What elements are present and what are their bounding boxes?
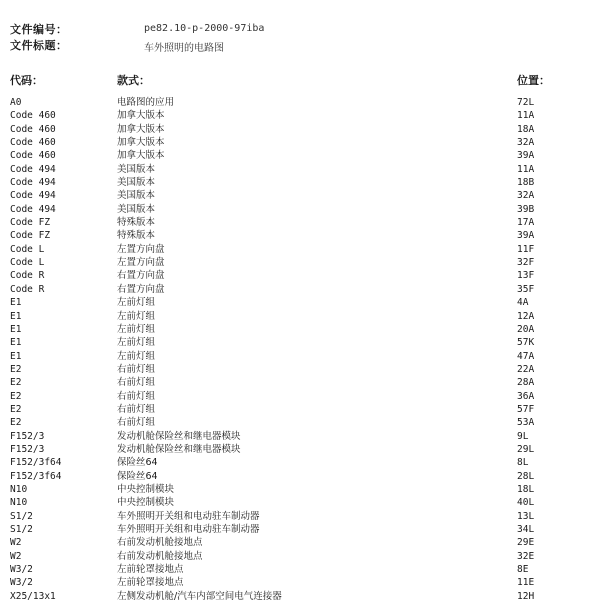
row-position: 29E bbox=[517, 537, 535, 549]
list-item bbox=[0, 109, 600, 122]
list-item bbox=[0, 96, 600, 109]
row-type: 左置方向盘 bbox=[117, 243, 165, 255]
row-type: 美国版本 bbox=[117, 190, 156, 202]
row-position: 34L bbox=[517, 524, 535, 535]
row-position: 11E bbox=[517, 577, 535, 589]
doc-title-label: 文件标题： bbox=[10, 39, 68, 52]
row-type: 右前灯组 bbox=[117, 363, 156, 375]
doc-title-value: 车外照明的电路图 bbox=[144, 43, 224, 54]
row-position: 39A bbox=[517, 230, 535, 242]
row-type: 发动机舱保险丝和继电器模块 bbox=[117, 443, 241, 455]
row-code: E2 bbox=[10, 403, 22, 415]
list-item bbox=[0, 456, 600, 469]
row-code: Code 494 bbox=[10, 163, 56, 175]
row-position: 12H bbox=[517, 590, 535, 602]
list-item bbox=[0, 283, 600, 296]
list-item bbox=[0, 256, 600, 269]
list-item bbox=[0, 483, 600, 496]
row-code: Code R bbox=[10, 270, 45, 282]
list-item bbox=[0, 523, 600, 536]
row-position: 28L bbox=[517, 470, 535, 482]
row-code: F152/3f64 bbox=[10, 470, 62, 482]
list-item bbox=[0, 510, 600, 523]
row-position: 28A bbox=[517, 377, 535, 389]
row-type: 左前灯组 bbox=[117, 297, 156, 309]
list-item bbox=[0, 430, 600, 443]
row-code: Code L bbox=[10, 243, 45, 255]
row-code: A0 bbox=[10, 97, 22, 108]
row-position: 12A bbox=[517, 310, 535, 322]
list-item bbox=[0, 243, 600, 256]
row-code: Code 460 bbox=[10, 137, 56, 149]
row-type: 美国版本 bbox=[117, 177, 156, 189]
row-code: Code 494 bbox=[10, 177, 56, 189]
row-type: 左前灯组 bbox=[117, 323, 156, 335]
row-position: 13F bbox=[517, 270, 535, 282]
list-item bbox=[0, 536, 600, 549]
list-item bbox=[0, 496, 600, 509]
list-item bbox=[0, 269, 600, 282]
row-position: 18B bbox=[517, 177, 535, 189]
row-code: Code 460 bbox=[10, 123, 56, 135]
column-header-position: 位置： bbox=[517, 74, 550, 87]
row-type: 右前发动机舱接地点 bbox=[117, 550, 203, 562]
row-code: X25/13x1 bbox=[10, 590, 56, 602]
row-position: 29L bbox=[517, 443, 535, 455]
row-code: F152/3f64 bbox=[10, 457, 62, 469]
row-type: 右前灯组 bbox=[117, 390, 156, 402]
row-position: 17A bbox=[517, 217, 535, 229]
row-code: E2 bbox=[10, 377, 22, 389]
list-item bbox=[0, 550, 600, 563]
row-type: 右前发动机舱接地点 bbox=[117, 537, 203, 549]
row-type: 车外照明开关组和电动驻车制动器 bbox=[117, 510, 260, 522]
row-type: 车外照明开关组和电动驻车制动器 bbox=[117, 524, 260, 535]
row-position: 47A bbox=[517, 350, 535, 362]
row-position: 11A bbox=[517, 163, 535, 175]
column-header-type: 款式： bbox=[117, 74, 150, 87]
row-code: N10 bbox=[10, 497, 28, 509]
row-code: E1 bbox=[10, 323, 22, 335]
list-item bbox=[0, 376, 600, 389]
row-type: 左前轮罩接地点 bbox=[117, 577, 184, 589]
doc-number-value: pe82.10-p-2000-97iba bbox=[144, 23, 265, 34]
list-item bbox=[0, 470, 600, 483]
list-item bbox=[0, 149, 600, 162]
row-code: Code FZ bbox=[10, 217, 51, 229]
row-position: 53A bbox=[517, 417, 535, 429]
list-item bbox=[0, 416, 600, 429]
list-item bbox=[0, 176, 600, 189]
row-position: 32F bbox=[517, 257, 535, 269]
row-position: 13L bbox=[517, 510, 535, 522]
row-position: 36A bbox=[517, 390, 535, 402]
row-position: 4A bbox=[517, 297, 529, 309]
row-type: 中央控制模块 bbox=[117, 483, 175, 495]
row-code: Code 494 bbox=[10, 190, 56, 202]
list-item bbox=[0, 163, 600, 176]
row-position: 32E bbox=[517, 550, 535, 562]
row-type: 美国版本 bbox=[117, 203, 156, 215]
row-code: E1 bbox=[10, 297, 22, 309]
row-position: 9L bbox=[517, 430, 529, 442]
row-code: W2 bbox=[10, 550, 22, 562]
list-item bbox=[0, 336, 600, 349]
list-item bbox=[0, 296, 600, 309]
row-code: F152/3 bbox=[10, 430, 45, 442]
row-type: 加拿大版本 bbox=[117, 123, 165, 135]
row-code: W2 bbox=[10, 537, 22, 549]
row-type: 右前灯组 bbox=[117, 377, 156, 389]
list-item bbox=[0, 216, 600, 229]
component-list bbox=[0, 96, 600, 603]
row-type: 左置方向盘 bbox=[117, 257, 165, 269]
row-code: Code 460 bbox=[10, 150, 56, 162]
list-item bbox=[0, 203, 600, 216]
row-code: E1 bbox=[10, 310, 22, 322]
row-position: 39A bbox=[517, 150, 535, 162]
list-item bbox=[0, 189, 600, 202]
list-item bbox=[0, 136, 600, 149]
row-position: 32A bbox=[517, 190, 535, 202]
list-item bbox=[0, 390, 600, 403]
row-position: 32A bbox=[517, 137, 535, 149]
row-code: Code 494 bbox=[10, 203, 56, 215]
row-type: 中央控制模块 bbox=[117, 497, 175, 509]
row-position: 8L bbox=[517, 457, 529, 469]
row-code: E1 bbox=[10, 337, 22, 349]
row-position: 11F bbox=[517, 243, 535, 255]
row-position: 11A bbox=[517, 110, 535, 122]
row-position: 22A bbox=[517, 363, 535, 375]
row-code: E1 bbox=[10, 350, 22, 362]
list-item bbox=[0, 123, 600, 136]
row-position: 39B bbox=[517, 203, 535, 215]
row-type: 右前灯组 bbox=[117, 403, 156, 415]
doc-number-label: 文件编号： bbox=[10, 23, 68, 36]
row-type: 左前灯组 bbox=[117, 337, 156, 349]
row-code: W3/2 bbox=[10, 577, 33, 589]
row-type: 保险丝64 bbox=[117, 470, 158, 482]
row-code: E2 bbox=[10, 390, 22, 402]
row-type: 右置方向盘 bbox=[117, 270, 165, 282]
row-code: E2 bbox=[10, 417, 22, 429]
row-code: S1/2 bbox=[10, 510, 33, 522]
row-type: 特殊版本 bbox=[117, 230, 156, 242]
row-type: 发动机舱保险丝和继电器模块 bbox=[117, 430, 241, 442]
row-type: 加拿大版本 bbox=[117, 110, 165, 122]
list-item bbox=[0, 229, 600, 242]
row-type: 左侧发动机舱/汽车内部空间电气连接器 bbox=[117, 590, 282, 602]
row-type: 左前灯组 bbox=[117, 310, 156, 322]
row-position: 72L bbox=[517, 97, 535, 108]
list-item bbox=[0, 403, 600, 416]
row-code: N10 bbox=[10, 483, 28, 495]
row-code: E2 bbox=[10, 363, 22, 375]
list-item bbox=[0, 350, 600, 363]
row-type: 加拿大版本 bbox=[117, 150, 165, 162]
row-type: 保险丝64 bbox=[117, 457, 158, 469]
row-type: 左前轮罩接地点 bbox=[117, 564, 184, 576]
list-item bbox=[0, 576, 600, 589]
row-position: 18A bbox=[517, 123, 535, 135]
row-type: 左前灯组 bbox=[117, 350, 156, 362]
row-position: 20A bbox=[517, 323, 535, 335]
list-item bbox=[0, 310, 600, 323]
row-position: 18L bbox=[517, 483, 535, 495]
row-type: 右前灯组 bbox=[117, 417, 156, 429]
row-position: 35F bbox=[517, 283, 535, 295]
row-code: Code FZ bbox=[10, 230, 51, 242]
row-position: 57K bbox=[517, 337, 535, 349]
list-item bbox=[0, 590, 600, 603]
row-code: W3/2 bbox=[10, 564, 33, 576]
list-item bbox=[0, 323, 600, 336]
row-code: Code 460 bbox=[10, 110, 56, 122]
row-position: 8E bbox=[517, 564, 529, 576]
row-code: Code R bbox=[10, 283, 45, 295]
row-position: 57F bbox=[517, 403, 535, 415]
row-position: 40L bbox=[517, 497, 535, 509]
list-item bbox=[0, 563, 600, 576]
list-item bbox=[0, 363, 600, 376]
row-type: 右置方向盘 bbox=[117, 283, 165, 295]
row-type: 加拿大版本 bbox=[117, 137, 165, 149]
list-item bbox=[0, 443, 600, 456]
row-type: 美国版本 bbox=[117, 163, 156, 175]
row-code: F152/3 bbox=[10, 443, 45, 455]
column-header-code: 代码： bbox=[10, 74, 43, 87]
row-code: Code L bbox=[10, 257, 45, 269]
row-type: 电路图的应用 bbox=[117, 97, 175, 108]
row-type: 特殊版本 bbox=[117, 217, 156, 229]
row-code: S1/2 bbox=[10, 524, 33, 535]
